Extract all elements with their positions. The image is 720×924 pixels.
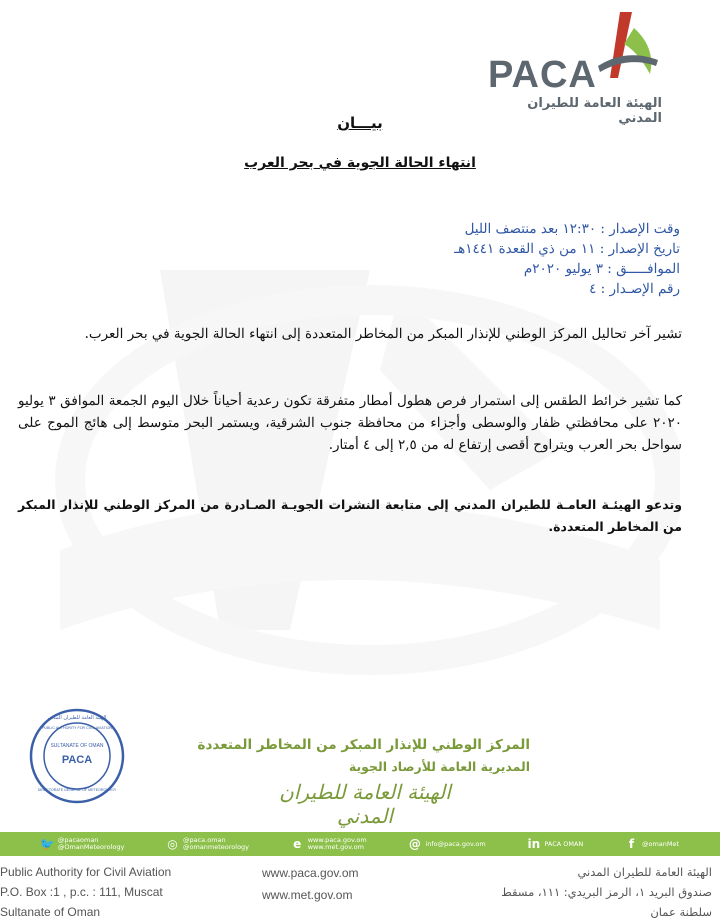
issue-number: رقم الإصـدار : ٤ bbox=[589, 281, 680, 297]
logo-word: PACA bbox=[488, 54, 597, 96]
footer-ar-line-1: الهيئة العامة للطيران المدني bbox=[577, 865, 712, 879]
document-title: بيـــان bbox=[337, 114, 383, 132]
twitter-handle-1: @pacaoman bbox=[57, 836, 99, 844]
footer-en-line-2: P.O. Box :1 , p.c. : 111, Muscat bbox=[0, 885, 163, 899]
seal-mark: PACA bbox=[61, 754, 93, 766]
linkedin-icon: in bbox=[527, 836, 541, 851]
paragraph-1: تشير آخر تحاليل المركز الوطني للإنذار المبكر من المخاطر المتعددة إلى انتهاء الحالة الجوية في بحر العرب. bbox=[84, 326, 682, 342]
seal-arabic: الهيئة العامة للطيران المدني bbox=[47, 715, 107, 721]
center-name: المركز الوطني للإنذار المبكر من المخاطر المتعددة bbox=[197, 737, 530, 753]
calligraphy-signature: الهيئة العامة للطيران المدني bbox=[279, 780, 451, 828]
issue-date-gregorian: الموافـــــق : ٣ يوليو ٢٠٢٠م bbox=[523, 261, 680, 277]
social-facebook[interactable] bbox=[625, 838, 679, 851]
seal-country: SULTANATE OF OMAN bbox=[50, 743, 104, 749]
social-twitter[interactable] bbox=[41, 837, 124, 851]
twitter-icon: 🐦 bbox=[39, 836, 55, 851]
footer-en-line-3: Sultanate of Oman bbox=[0, 905, 101, 919]
facebook-handle: @omanMet bbox=[642, 839, 680, 848]
issue-time: وقت الإصدار : ١٢:٣٠ بعد منتصف الليل bbox=[464, 221, 680, 237]
footer-ar-line-3: سلطنة عمان bbox=[650, 905, 712, 919]
email-address: info@paca.gov.om bbox=[425, 839, 486, 848]
official-seal bbox=[28, 707, 126, 805]
footer-address-en bbox=[0, 862, 171, 922]
paca-logo bbox=[488, 8, 678, 126]
instagram-handle-2: @omanmeteorology bbox=[183, 843, 250, 851]
web-link-1: www.paca.gov.om bbox=[307, 836, 367, 844]
paragraph-2: كما تشير خرائط الطقس إلى استمرار فرص هطول أمطار متفرقة تكون رعدية أحياناً خلال اليوم الجمعة الموافق ٣ يوليو ٢٠٢٠ على محافظتي ظفار والوسطى وأجزاء من محافظة جنوب الشرقية، ويستمر البحر متوسط إلى هائج الموج على سواحل بحر العرب ويتراوح أقصى إرتفاع له من ٢,٥ إلى ٤ أمتار. bbox=[18, 393, 683, 453]
footer-address-ar bbox=[501, 862, 712, 922]
email-icon: @ bbox=[408, 836, 421, 851]
instagram-icon: ◎ bbox=[167, 836, 178, 851]
social-email[interactable] bbox=[408, 838, 485, 851]
footer-websites bbox=[262, 862, 359, 906]
seal-english-bottom: DIRECTORATE GENERAL OF METEOROLOGY bbox=[37, 788, 117, 792]
twitter-handle-2: @OmanMeteorology bbox=[57, 843, 125, 851]
footer-ar-line-2: صندوق البريد ١، الرمز البريدي: ١١١، مسقط bbox=[501, 885, 712, 899]
web-link-2: www.met.gov.om bbox=[307, 843, 364, 851]
document-subtitle: انتهاء الحالة الجوية في بحر العرب bbox=[244, 155, 476, 171]
logo-subtitle: الهيئة العامة للطيران المدني bbox=[527, 96, 662, 126]
paragraph-3: وتدعو الهيئـة العامـة للطيران المدني إلى متابعة النشرات الجويـة الصـادرة من المركز الوطني للإنذار المبكر من المخاطر المتعددة. bbox=[18, 497, 682, 534]
seal-english-top: PUBLIC AUTHORITY FOR CIVIL AVIATION bbox=[42, 726, 112, 730]
issue-meta bbox=[260, 219, 680, 299]
linkedin-handle: PACA OMAN bbox=[544, 839, 584, 848]
web-icon: e bbox=[293, 836, 302, 851]
directorate-name: المديرية العامة للأرصاد الجوية bbox=[348, 759, 530, 774]
issue-date-hijri: تاريخ الإصدار : ١١ من ذي القعدة ١٤٤١هـ bbox=[454, 241, 680, 257]
instagram-handle-1: @paca.oman bbox=[183, 836, 226, 844]
facebook-icon: f bbox=[628, 836, 635, 851]
airplane-mark-icon bbox=[590, 8, 660, 88]
footer-link-paca[interactable]: www.paca.gov.om bbox=[262, 866, 359, 880]
social-bar bbox=[0, 832, 720, 856]
watermark-logo bbox=[40, 250, 680, 720]
social-instagram[interactable] bbox=[166, 837, 249, 851]
footer-en-line-1: Public Authority for Civil Aviation bbox=[0, 865, 172, 879]
footer-link-met[interactable]: www.met.gov.om bbox=[262, 888, 353, 902]
social-web[interactable] bbox=[291, 837, 367, 851]
social-linkedin[interactable] bbox=[527, 838, 583, 851]
